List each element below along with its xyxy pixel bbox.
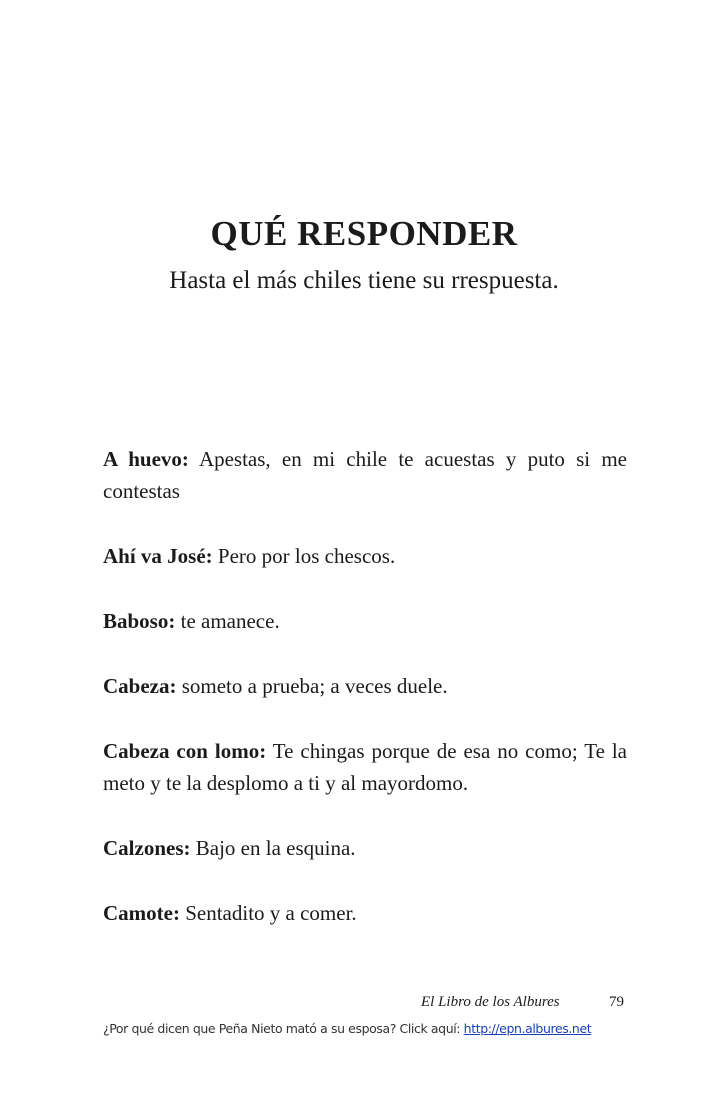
entry-term: A huevo: [103,447,189,471]
entry-calzones [103,832,627,864]
entry-term: Cabeza: [103,674,177,698]
ad-banner [103,1021,591,1036]
ad-text: ¿Por qué dicen que Peña Nieto mató a su esposa? Click aquí: [103,1021,464,1036]
entry-text: Sentadito y a comer. [179,901,357,925]
entry-cabeza [103,670,627,702]
entry-text: Pero por los chescos. [212,544,396,568]
entry-cabeza-con-lomo [103,735,627,799]
page-subtitle: Hasta el más chiles tiene su rrespuesta. [169,267,559,294]
entry-term: Camote: [103,901,180,925]
entry-text: te amanece. [175,609,280,633]
page-footer [103,994,627,1014]
entry-term: Ahí va José: [103,544,213,568]
page-title: QUÉ RESPONDER [210,214,518,253]
entry-a-huevo [103,443,627,507]
page-number: 79 [609,994,624,1010]
entry-text: someto a prueba; a veces duele. [176,674,448,698]
entry-camote [103,897,627,929]
entry-text: Apestas, en mi chile te acuestas y puto si me contestas [103,447,627,503]
entry-list [103,443,627,962]
ad-link[interactable]: http://epn.albures.net [463,1021,592,1036]
entry-baboso [103,605,627,637]
running-footer-title: El Libro de los Albures [421,994,560,1010]
entry-ahi-va-jose [103,540,627,572]
entry-term: Calzones: [103,836,191,860]
entry-term: Cabeza con lomo: [103,739,267,763]
entry-text: Te chingas porque de esa no como; Te la meto y te la desplomo a ti y al mayordomo. [103,739,627,795]
entry-term: Baboso: [103,609,176,633]
entry-text: Bajo en la esquina. [190,836,356,860]
